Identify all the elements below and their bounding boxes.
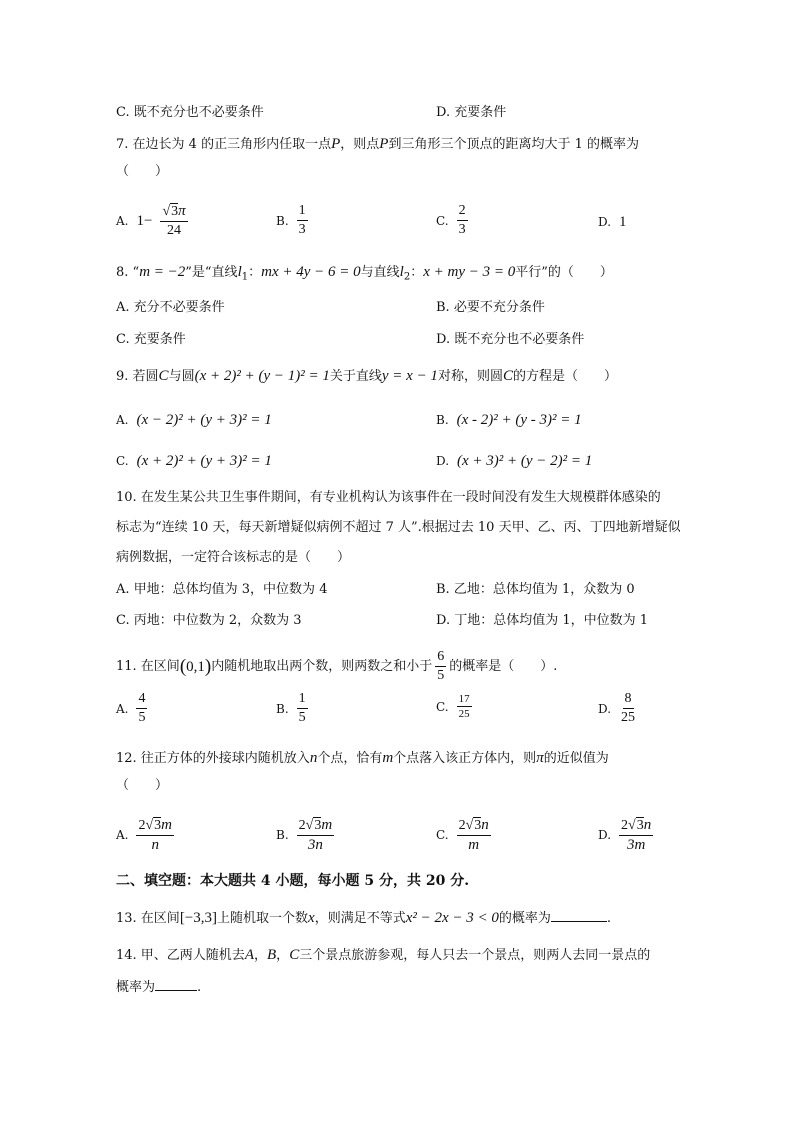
q9-circle-c: C <box>502 368 513 384</box>
q12-stem <box>116 748 609 769</box>
q8-option-c: C. 充要条件 <box>116 332 186 347</box>
q14-stem-text-c: 概率为 <box>116 980 156 995</box>
q7-stem-text-c: 到三角形三个顶点的距离均大于 1 的概率为 <box>388 137 639 152</box>
q8-line-l2-subscript: 2 <box>403 271 411 283</box>
q10-option-a: A. 甲地：总体均值为 3，中位数为 4 <box>116 582 328 597</box>
q6-option-c: C. 既不充分也不必要条件 <box>116 105 264 120</box>
q11-fraction <box>435 648 446 685</box>
q9-a-equation: (x − 2)² + (y + 3)² = 1 <box>136 412 272 428</box>
fraction-denominator: 24 <box>167 223 182 238</box>
q12-option-c <box>436 816 491 854</box>
q12-b-fraction: $\frac{2√3m}{3n}$ <box>298 817 333 853</box>
q9-option-d <box>436 451 592 471</box>
q14-answer-blank[interactable] <box>155 976 197 991</box>
q11-interval: 0,1 <box>186 658 205 675</box>
q7-option-c <box>436 202 468 239</box>
q11-d-fraction <box>619 690 637 727</box>
option-label: D. <box>598 828 612 842</box>
coefficient: 2 <box>138 818 146 833</box>
fraction-numerator: 8 <box>623 690 634 709</box>
option-label: B. <box>276 213 289 228</box>
q10-option-b: B. 乙地：总体均值为 1，众数为 0 <box>436 582 635 597</box>
q7-stem-text-b: ，则点 <box>340 137 380 152</box>
q7-point-p: P <box>379 136 389 152</box>
q7-c-fraction <box>457 202 468 239</box>
fraction-numerator: 4 <box>136 690 147 709</box>
q9-stem-text-b: 与圆 <box>168 369 195 384</box>
q12-option-b <box>276 816 334 854</box>
q11-option-c <box>436 692 472 721</box>
option-label: D. <box>598 215 612 229</box>
sqrt-radicand: 3 <box>636 818 644 833</box>
variable: m <box>161 817 173 833</box>
q13-end-period: . <box>606 911 612 926</box>
q8-stem-text-b: ”是“直线 <box>185 265 238 280</box>
fraction-denominator: 3m <box>626 837 646 853</box>
fraction-denominator: 3n <box>307 837 323 853</box>
fraction-denominator: 3 <box>298 222 306 237</box>
right-paren: ) <box>204 655 212 677</box>
q13-stem <box>116 907 611 929</box>
option-label: B. <box>436 413 449 427</box>
q9-stem-text-a: 9. 若圆 <box>116 369 159 384</box>
q12-option-a <box>116 816 174 854</box>
q14-stem-text-a: 14. 甲、乙两人随机去 <box>116 948 245 963</box>
q8-stem-text-d: 平行”的（ ） <box>515 265 613 280</box>
q13-stem-text-d: 的概率为 <box>498 911 551 926</box>
q12-answer-paren: （ ） <box>116 778 169 793</box>
q12-option-d <box>598 816 653 854</box>
q12-a-fraction: $\frac{2√3m}{n}$ <box>138 817 173 853</box>
q9-c-equation: (x + 2)² + (y + 3)² = 1 <box>136 453 272 469</box>
fraction-denominator: n <box>151 837 159 853</box>
q7-a-fraction: $\frac{√3\pi}{24}$ <box>162 203 186 238</box>
q12-stem-text-a: 12. 往正方体的外接球内随机放入 <box>116 751 310 766</box>
option-label: A. <box>116 701 129 716</box>
q12-pi: π <box>536 750 544 766</box>
q13-stem-text-a: 13. 在区间 <box>116 911 180 926</box>
q11-option-b <box>276 690 308 727</box>
q9-circle-c: C <box>158 368 169 384</box>
q9-d-equation: (x + 3)² + (y − 2)² = 1 <box>457 453 593 469</box>
fraction-denominator: 5 <box>138 710 146 725</box>
q11-c-fraction <box>457 692 472 721</box>
q7-stem-text-a: 7. 在边长为 4 的正三角形内任取一点 <box>116 137 332 152</box>
q9-stem-text-e: 的方程是（ ） <box>512 369 617 384</box>
q13-interval: [−3,3] <box>179 910 218 926</box>
option-label: C. <box>436 828 449 842</box>
q10-option-d: D. 丁地：总体均值为 1，中位数为 1 <box>436 613 649 628</box>
q9-stem-text-c: 关于直线 <box>329 369 382 384</box>
q7-a-prefix: 1− <box>136 213 153 229</box>
fraction-numerator: 1 <box>297 690 308 709</box>
q14-separator: ， <box>276 948 290 963</box>
q10-stem-line-2: 标志为“连续 10 天，每天新增疑似病例不超过 7 人”.根据过去 10 天甲、乙、丙、丁四地新增疑似 <box>116 520 681 535</box>
q7-option-b <box>276 202 308 239</box>
q12-var-m: m <box>382 750 394 766</box>
q14-stem-text-b: 三个景点旅游参观，每人只去一个景点，则两人去同一景点的 <box>299 948 651 963</box>
q8-line-l1: l <box>237 264 242 280</box>
q12-d-fraction: $\frac{2√3n}{3m}$ <box>621 817 652 853</box>
q8-option-a: A. 充分不必要条件 <box>116 300 225 315</box>
fraction-denominator: m <box>468 837 480 853</box>
fraction-numerator: 17 <box>458 693 470 705</box>
fraction-numerator: 6 <box>435 648 446 667</box>
q9-line-equation: y = x − 1 <box>381 368 438 384</box>
q8-line-l1-subscript: 1 <box>241 271 249 283</box>
option-label: C. <box>436 699 449 714</box>
q9-option-c <box>116 451 272 471</box>
q9-circle-equation: (x + 2)² + (y − 1)² = 1 <box>194 368 330 384</box>
left-paren: ( <box>179 655 187 677</box>
q8-colon: ： <box>410 265 424 280</box>
q9-stem-text-d: 对称，则圆 <box>437 369 503 384</box>
q10-stem-line-1: 10. 在发生某公共卫生事件期间，有专业机构认为该事件在一段时间没有发生大规模群体感染的 <box>116 490 661 505</box>
fraction-denominator: 5 <box>298 710 306 725</box>
q11-stem-text-a: 11. 在区间 <box>116 658 180 674</box>
q11-a-fraction <box>136 690 147 727</box>
q11-stem-text-b: 内随机地取出两个数，则两数之和小于 <box>211 658 433 674</box>
q14-site-c: C <box>289 947 300 963</box>
q12-var-n: n <box>309 750 318 766</box>
q9-stem <box>116 366 617 387</box>
q12-stem-text-b: 个点，恰有 <box>317 751 383 766</box>
sqrt-radicand: 3 <box>474 818 482 833</box>
q8-line-l2: l <box>399 264 404 280</box>
fraction-denominator: 5 <box>437 668 445 683</box>
q10-option-c: C. 丙地：中位数为 2，众数为 3 <box>116 613 302 628</box>
q13-answer-blank[interactable] <box>551 907 607 922</box>
q14-site-b: B <box>267 947 277 963</box>
q7-option-a <box>116 202 188 240</box>
q8-condition: m = −2 <box>139 264 186 280</box>
fraction-denominator: 3 <box>458 222 466 237</box>
q9-option-a <box>116 410 272 430</box>
q13-inequality: x² − 2x − 3 < 0 <box>405 910 499 926</box>
q14-separator: ， <box>253 948 267 963</box>
q7-point-p: P <box>331 136 341 152</box>
option-label: A. <box>116 214 129 228</box>
q11-b-fraction <box>297 690 308 727</box>
q7-option-d <box>598 212 627 232</box>
q13-stem-text-c: ，则满足不等式 <box>314 911 406 926</box>
q14-stem-line-2 <box>116 976 201 998</box>
q8-equation-1: mx + 4y − 6 = 0 <box>261 264 361 280</box>
pi-symbol: π <box>178 203 186 219</box>
q8-option-b: B. 必要不充分条件 <box>436 300 545 315</box>
sqrt-radicand: 3 <box>314 818 322 833</box>
q12-stem-text-c: 个点落入该正方体内，则 <box>393 751 537 766</box>
option-label: C. <box>436 213 449 228</box>
sqrt-radicand: 3 <box>154 818 162 833</box>
variable: n <box>481 817 489 833</box>
q13-var-x: x <box>308 910 315 926</box>
q8-stem <box>116 262 613 288</box>
option-label: D. <box>598 701 612 716</box>
fraction-numerator: 2 <box>457 202 468 221</box>
variable: m <box>321 817 333 833</box>
section-heading: 二、填空题：本大题共 4 小题，每小题 5 分，共 20 分. <box>116 873 470 889</box>
option-label: C. <box>116 454 129 468</box>
coefficient: 2 <box>621 818 629 833</box>
fraction-denominator: 25 <box>458 708 470 720</box>
q8-stem-text-c: 与直线 <box>360 265 400 280</box>
q8-colon: ： <box>248 265 262 280</box>
q12-stem-text-d: 的近似值为 <box>543 751 609 766</box>
q8-stem-text-a: 8. “ <box>116 265 140 280</box>
option-label: A. <box>116 828 129 842</box>
q7-d-value: 1 <box>619 214 627 230</box>
option-label: B. <box>276 828 289 842</box>
variable: n <box>643 817 652 833</box>
q6-option-d: D. 充要条件 <box>436 105 507 120</box>
option-label: D. <box>436 454 450 468</box>
q9-option-b <box>436 410 582 430</box>
fraction-denominator: 25 <box>621 710 636 725</box>
q9-b-equation: (x - 2)² + (y - 3)² = 1 <box>456 412 582 428</box>
q14-end-period: . <box>197 980 202 995</box>
fraction-numerator: 1 <box>297 202 308 221</box>
sqrt-radicand: 3 <box>171 204 179 219</box>
q7-b-fraction <box>297 202 308 239</box>
q11-option-d <box>598 690 637 727</box>
q10-stem-line-3: 病例数据，一定符合该标志的是（ ） <box>116 550 351 565</box>
option-label: A. <box>116 413 129 427</box>
q7-answer-paren: （ ） <box>116 164 169 179</box>
q11-stem <box>116 648 557 685</box>
q12-c-fraction: $\frac{2√3n}{m}$ <box>458 817 489 853</box>
q13-stem-text-b: 上随机取一个数 <box>217 911 309 926</box>
q11-option-a <box>116 690 147 727</box>
option-label: B. <box>276 701 289 716</box>
q11-stem-text-c: 的概率是（ ）. <box>449 658 558 674</box>
q14-site-a: A <box>244 947 254 963</box>
coefficient: 2 <box>458 818 466 833</box>
q14-stem <box>116 945 650 966</box>
coefficient: 2 <box>298 818 306 833</box>
q8-option-d: D. 既不充分也不必要条件 <box>436 332 585 347</box>
q8-equation-2: x + my − 3 = 0 <box>423 264 516 280</box>
q7-stem <box>116 134 639 155</box>
